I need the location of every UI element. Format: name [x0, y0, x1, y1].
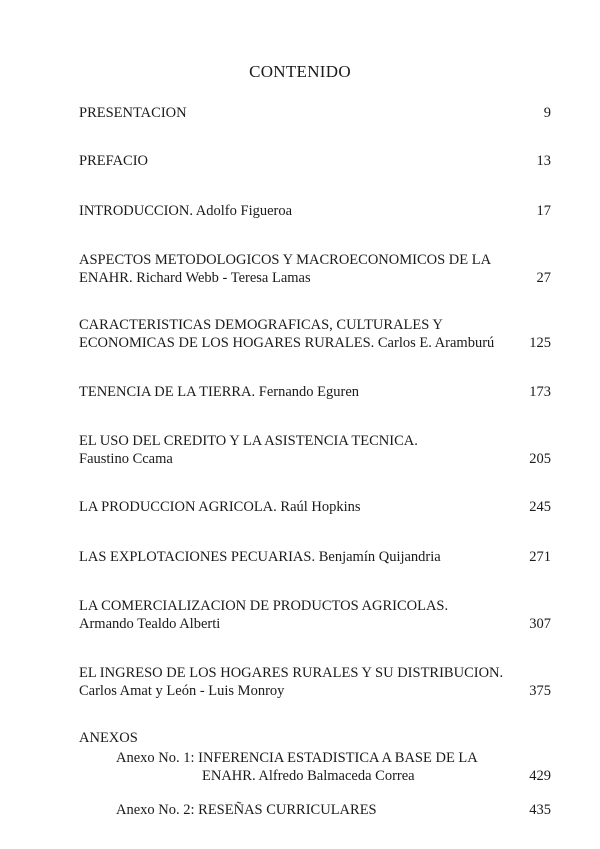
toc-page-number: 375 [529, 683, 551, 699]
toc-annex-title-line-1: Anexo No. 1: INFERENCIA ESTADISTICA A BASE DE LA [116, 750, 478, 766]
toc-entry-title: LA PRODUCCION AGRICOLA. Raúl Hopkins [79, 499, 361, 515]
toc-entry-title-line-2: Armando Tealdo Alberti [79, 616, 221, 632]
toc-page-number: 271 [529, 549, 551, 565]
toc-page-number: 9 [543, 105, 551, 121]
toc-entry-credito [79, 432, 551, 468]
toc-entry-prefacio [79, 152, 551, 170]
toc-page-number: 13 [536, 153, 551, 169]
toc-page-number: 429 [529, 768, 551, 784]
toc-entry-produccion [79, 498, 551, 516]
toc-page-number: 17 [536, 203, 551, 219]
toc-entry-title-line-2: ENAHR. Richard Webb - Teresa Lamas [79, 270, 311, 286]
toc-entry-presentacion [79, 104, 551, 122]
toc-page-number: 435 [529, 802, 551, 818]
toc-entry-title: PRESENTACION [79, 105, 187, 121]
toc-entry-title-line-2: Carlos Amat y León - Luis Monroy [79, 683, 285, 699]
toc-entry-pecuarias [79, 548, 551, 566]
toc-entry-aspectos [79, 251, 551, 287]
toc-page-number: 205 [529, 451, 551, 467]
toc-entry-tenencia [79, 383, 551, 401]
toc-page-number: 125 [529, 335, 551, 351]
toc-page-number: 245 [529, 499, 551, 515]
toc-entry-title-line-2: ECONOMICAS DE LOS HOGARES RURALES. Carlos E. Aramburú [79, 335, 495, 351]
toc-entry-title: INTRODUCCION. Adolfo Figueroa [79, 203, 293, 219]
toc-entry-title: LAS EXPLOTACIONES PECUARIAS. Benjamín Quijandria [79, 549, 441, 565]
toc-annex-2 [116, 801, 551, 819]
toc-entry-title: PREFACIO [79, 153, 149, 169]
toc-entry-comercializacion [79, 597, 551, 633]
toc-entry-caracteristicas [79, 316, 551, 352]
toc-entry-title-line-1: LA COMERCIALIZACION DE PRODUCTOS AGRICOLAS. [79, 598, 449, 614]
toc-entry-introduccion [79, 202, 551, 220]
toc-entry-title-line-1: EL USO DEL CREDITO Y LA ASISTENCIA TECNICA. [79, 433, 418, 449]
page-title: CONTENIDO [249, 62, 351, 81]
toc-annex-1 [116, 749, 551, 785]
toc-entry-title-line-2: Faustino Ccama [79, 451, 173, 467]
toc-entry-title-line-1: CARACTERISTICAS DEMOGRAFICAS, CULTURALES Y [79, 317, 443, 333]
toc-annex-title: Anexo No. 2: RESEÑAS CURRICULARES [116, 802, 377, 818]
toc-entry-title-line-1: ASPECTOS METODOLOGICOS Y MACROECONOMICOS DE LA [79, 252, 492, 268]
toc-page-number: 27 [536, 270, 551, 286]
toc-entry-title-line-1: EL INGRESO DE LOS HOGARES RURALES Y SU DISTRIBUCION. [79, 665, 504, 681]
toc-page-number: 307 [529, 616, 551, 632]
toc-entry-ingreso [79, 664, 551, 700]
toc-entry-title: TENENCIA DE LA TIERRA. Fernando Eguren [79, 384, 360, 400]
toc-page-number: 173 [529, 384, 551, 400]
annexes-heading: ANEXOS [79, 730, 138, 746]
toc-annex-title-line-2: ENAHR. Alfredo Balmaceda Correa [202, 768, 415, 784]
